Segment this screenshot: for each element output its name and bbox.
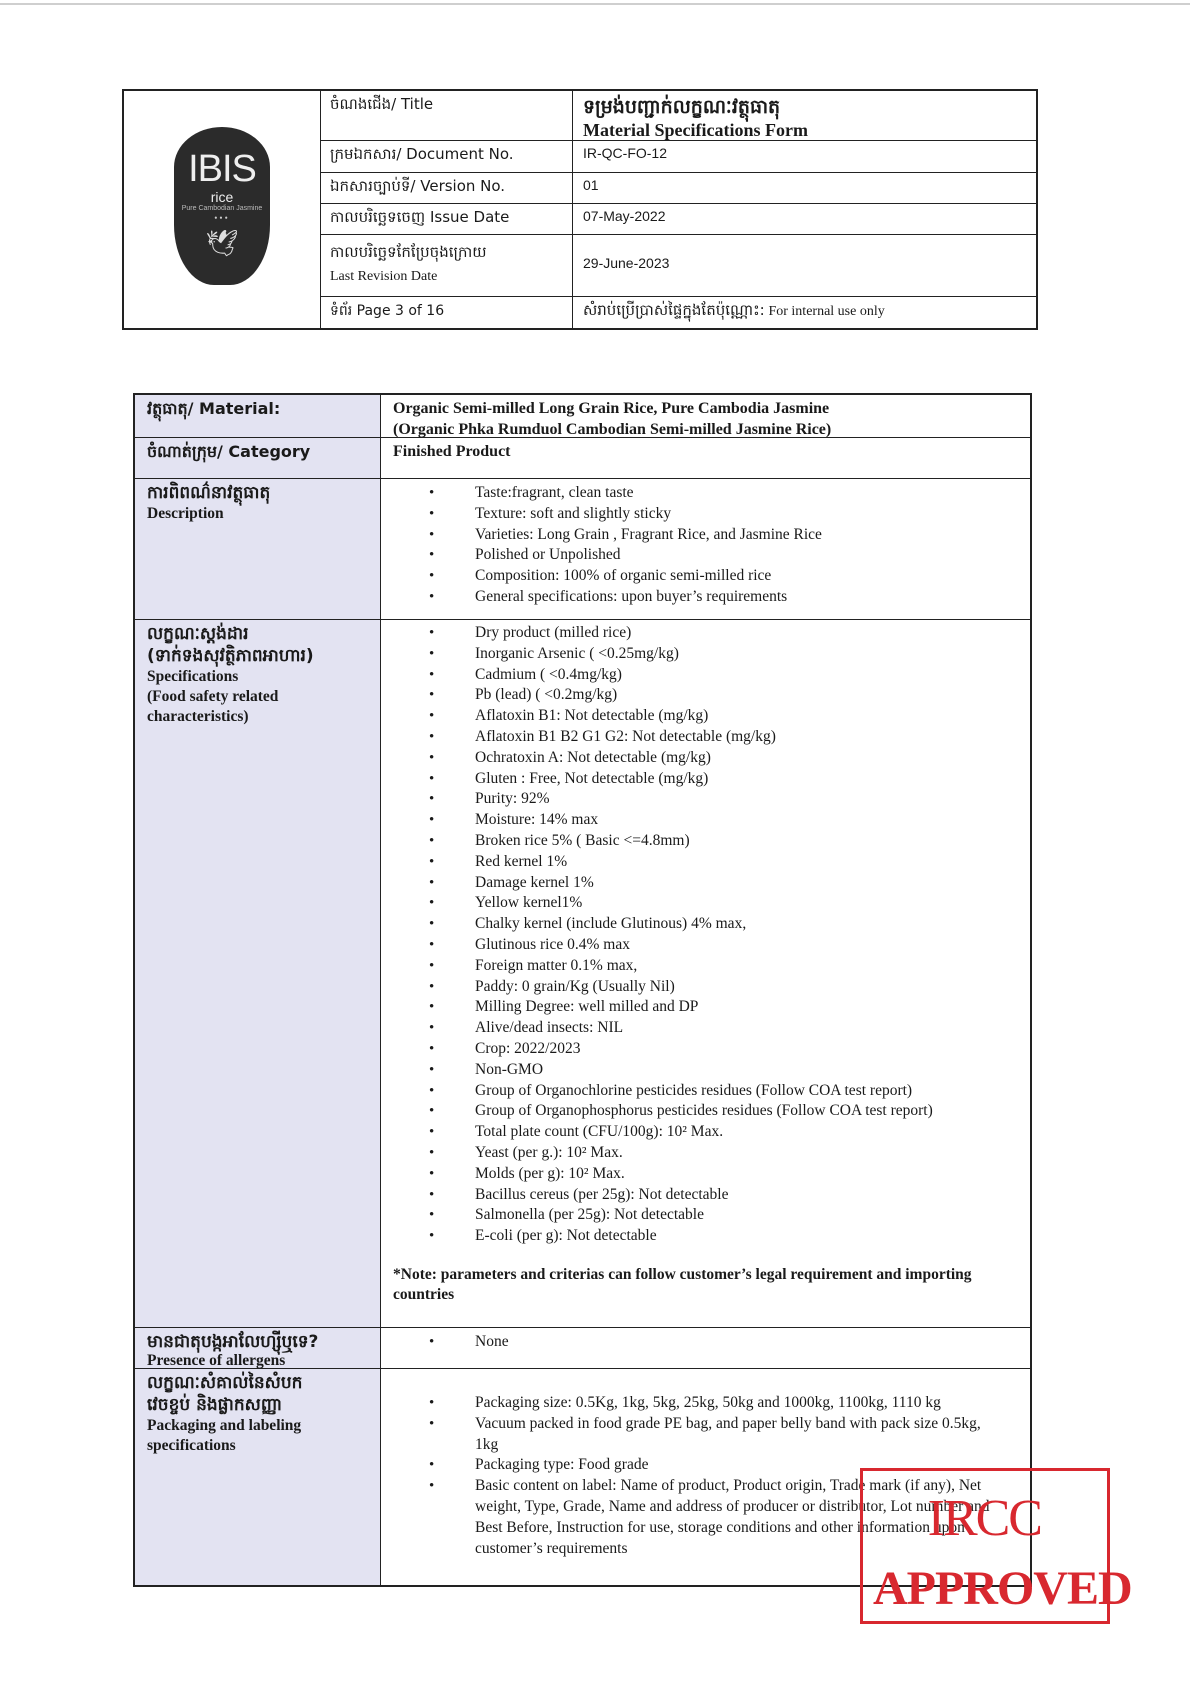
allergen-label-km: មានជាតុបង្កអាលែហ្ស៊ីឬទេ? [147,1332,319,1352]
specification-table [133,393,1032,1587]
list-item: • Purity: 92% [393,789,1018,810]
logo-cell [124,91,321,328]
list-item: • Composition: 100% of organic semi-milled rice [393,566,1018,587]
spec-note: *Note: parameters and criterias can follow customer’s legal requirement and importing countries [393,1265,972,1303]
page-number: ទំព័រ Page 3 of 16 [320,297,573,328]
list-item: • Ochratoxin A: Not detectable (mg/kg) [393,748,1018,769]
list-item: • General specifications: upon buyer’s requirements [393,587,1018,608]
list-item: • Aflatoxin B1: Not detectable (mg/kg) [393,706,1018,727]
title-value [573,91,1036,140]
category-label: ចំណាត់ក្រុម/ Category [147,442,311,461]
material-value-cell [381,395,1030,437]
row-specifications [135,620,1030,1328]
list-item: • Group of Organophosphorus pesticides residues (Follow COA test report) [393,1101,1018,1122]
row-material [135,395,1030,438]
header-row-revision [320,235,1036,297]
list-item: • Total plate count (CFU/100g): 10² Max. [393,1122,1018,1143]
list-item: • Broken rice 5% ( Basic <=4.8mm) [393,831,1018,852]
description-label-cell [135,479,381,619]
doc-no-label: ក្រមឯកសារ/ Document No. [320,141,573,172]
row-category [135,438,1030,479]
list-item: • Group of Organochlorine pesticides residues (Follow COA test report) [393,1081,1018,1102]
version-label: ឯកសារច្បាប់ទី/ Version No. [320,173,573,203]
list-item: • Yeast (per g.): 10² Max. [393,1143,1018,1164]
specs-list [393,623,1018,1247]
header-row-version [320,173,1036,204]
list-item: • Salmonella (per 25g): Not detectable [393,1205,1018,1226]
doc-no-value: IR-QC-FO-12 [583,145,667,161]
internal-use-note [573,297,1036,328]
specs-label-km-2: (ទាក់ទងសុវត្ថិភាពអាហារ) [147,646,314,666]
description-label-en: Description [147,505,224,522]
list-item: • Molds (per g): 10² Max. [393,1164,1018,1185]
stamp-approved: APPROVED [873,1562,1132,1615]
packaging-label-km-2: វេចខ្ចប់ និងផ្លាកសញ្ញា [147,1395,283,1415]
header-row-title [320,91,1036,141]
list-item: • Basic content on label: Name of product, Product origin, Trade mark (if any), Net weight, Type, Grade, Name and address of producer or distributor, Lot number and Best Before, Instruction for use, storage conditions and other information upon customer’s requirements [393,1476,1006,1559]
list-item: • Non-GMO [393,1060,1018,1081]
packaging-label-cell [135,1369,381,1585]
list-item: • Bacillus cereus (per 25g): Not detectable [393,1185,1018,1206]
list-item: • E-coli (per g): Not detectable [393,1226,1018,1247]
list-item: • Polished or Unpolished [393,545,1018,566]
ibis-logo [174,127,270,285]
allergen-label-en: Presence of allergens [147,1352,286,1369]
logo-dots-icon: ••• [214,213,230,223]
top-rule [0,3,1190,5]
packaging-label-km-1: លក្ខណៈសំគាល់នៃសំបក [147,1373,303,1393]
description-label-km: ការពិពណ៌នាវត្ថុធាតុ [147,483,271,503]
packaging-label-en-2: specifications [147,1437,236,1454]
list-item: • Vacuum packed in food grade PE bag, and paper belly band with pack size 0.5kg, 1kg [393,1414,1006,1456]
category-value-cell [381,438,1030,478]
list-item: • Pb (lead) ( <0.2mg/kg) [393,685,1018,706]
list-item: • Inorganic Arsenic ( <0.25mg/kg) [393,644,1018,665]
version-value: 01 [583,177,599,193]
list-item: • None [393,1332,1018,1353]
header-row-page [320,297,1036,328]
list-item: • Yellow kernel1% [393,893,1018,914]
allergen-value-cell [381,1328,1030,1368]
internal-use-km: សំរាប់ប្រើប្រាស់ផ្ទៃក្នុងតែប៉ុណ្ណោះ: [583,301,765,319]
material-label: វត្ថុធាតុ/ Material: [147,399,281,418]
list-item: • Cadmium ( <0.4mg/kg) [393,665,1018,686]
list-item: • Moisture: 14% max [393,810,1018,831]
specs-label-cell [135,620,381,1327]
title-label: ចំណងជើង/ Title [320,91,573,140]
list-item: • Taste:fragrant, clean taste [393,483,1018,504]
revision-label-en: Last Revision Date [330,269,438,284]
internal-use-en: For internal use only [768,304,885,319]
logo-brand: IBIS [188,148,256,190]
list-item: • Foreign matter 0.1% max, [393,956,1018,977]
row-allergens [135,1328,1030,1369]
revision-label-km: កាលបរិច្ឆេទកែប្រែចុងក្រោយ [330,243,487,261]
issue-date-label: កាលបរិច្ឆេទចេញ Issue Date [320,204,573,234]
list-item: • Gluten : Free, Not detectable (mg/kg) [393,769,1018,790]
header-row-issue [320,204,1036,235]
specs-label-en-3: characteristics) [147,708,249,725]
specs-value-cell [381,620,1030,1327]
list-item: • Milling Degree: well milled and DP [393,997,1018,1018]
list-item: • Red kernel 1% [393,852,1018,873]
title-en: Material Specifications Form [583,120,808,140]
revision-label [320,235,573,296]
logo-tagline: Pure Cambodian Jasmine [181,205,263,212]
row-description [135,479,1030,620]
list-item: • Glutinous rice 0.4% max [393,935,1018,956]
allergen-list [393,1332,1018,1353]
title-km: ទម្រង់បញ្ជាក់លក្ខណៈវត្ថុធាតុ [583,96,781,118]
list-item: • Damage kernel 1% [393,873,1018,894]
approval-stamp [860,1468,1132,1624]
list-item: • Dry product (milled rice) [393,623,1018,644]
logo-sub: rice [210,189,234,205]
list-item: • Paddy: 0 grain/Kg (Usually Nil) [393,977,1018,998]
issue-date-value: 07-May-2022 [583,208,666,224]
material-line-2: (Organic Phka Rumduol Cambodian Semi-milled Jasmine Rice) [393,421,832,438]
allergen-label-cell [135,1328,381,1368]
revision-date-value: 29-June-2023 [583,255,670,271]
specs-label-km-1: លក្ខណៈស្តង់ដារ [147,624,249,644]
material-line-1: Organic Semi-milled Long Grain Rice, Pure Cambodia Jasmine [393,400,830,417]
packaging-label-en-1: Packaging and labeling [147,1417,302,1434]
category-label-cell [135,438,381,478]
description-value-cell [381,479,1030,619]
specs-label-en-1: Specifications [147,668,239,685]
header-row-docno [320,141,1036,173]
list-item: • Texture: soft and slightly sticky [393,504,1018,525]
category-value: Finished Product [393,443,511,460]
list-item: • Alive/dead insects: NIL [393,1018,1018,1039]
list-item: • Packaging size: 0.5Kg, 1kg, 5kg, 25kg, 50kg and 1000kg, 1100kg, 1110 kg [393,1393,1006,1414]
stamp-ircc: IRCC [927,1490,1041,1547]
document-header [122,89,1038,330]
list-item: • Crop: 2022/2023 [393,1039,1018,1060]
list-item: • Packaging type: Food grade [393,1455,1006,1476]
material-label-cell [135,395,381,437]
description-list [393,483,1018,608]
list-item: • Varieties: Long Grain , Fragrant Rice, and Jasmine Rice [393,525,1018,546]
ibis-bird-icon: 🕊 [205,229,239,259]
list-item: • Chalky kernel (include Glutinous) 4% max, [393,914,1018,935]
list-item: • Aflatoxin B1 B2 G1 G2: Not detectable (mg/kg) [393,727,1018,748]
specs-label-en-2: (Food safety related [147,688,279,705]
